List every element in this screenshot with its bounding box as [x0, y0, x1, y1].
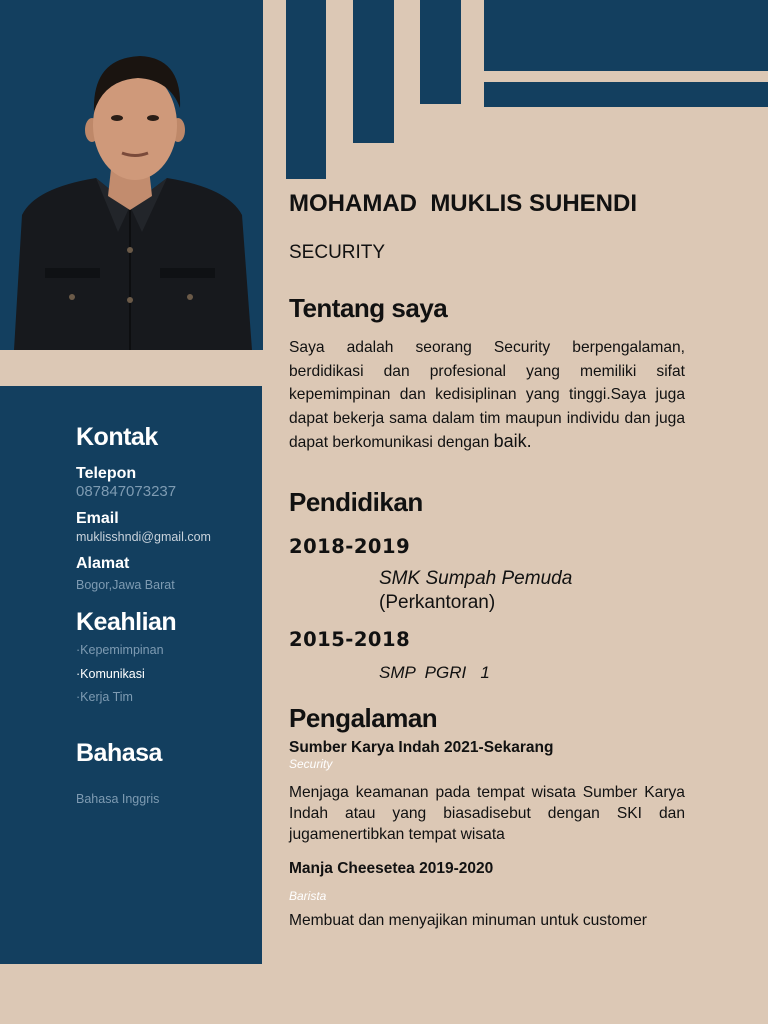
- phone-label: Telepon: [76, 465, 137, 482]
- profile-photo: [0, 0, 263, 350]
- edu-detail: (Perkantoran): [379, 592, 496, 613]
- job-title: Manja Cheesetea 2019-2020: [289, 860, 494, 877]
- contact-heading: Kontak: [76, 423, 158, 451]
- job-role: Security: [289, 757, 333, 771]
- language-value: Bahasa Inggris: [76, 792, 160, 806]
- edu-school: SMK Sumpah Pemuda: [379, 568, 573, 589]
- decor-block: [420, 0, 461, 104]
- job-description: Membuat dan menyajikan minuman untuk customer: [289, 912, 647, 929]
- job-role: SECURITY: [289, 242, 386, 263]
- full-name: MOHAMAD MUKLIS SUHENDI: [289, 190, 637, 217]
- edu-years: 2018-2019: [289, 535, 411, 558]
- person-illustration: [0, 0, 263, 350]
- skills-heading: Keahlian: [76, 608, 177, 636]
- sidebar: [0, 386, 262, 964]
- email-value: muklisshndi@gmail.com: [76, 530, 211, 544]
- address-label: Alamat: [76, 555, 130, 572]
- job-description: Menjaga keamanan pada tempat wisata Sumber Karya Indah atau yang biasadisebut dengan SKI dan jugamenertibkan tempat wisata: [289, 784, 685, 843]
- decor-block: [484, 0, 768, 71]
- address-value: Bogor,Jawa Barat: [76, 578, 175, 592]
- decor-block: [286, 0, 326, 179]
- job-title: Sumber Karya Indah 2021-Sekarang: [289, 739, 554, 756]
- skill-item: ·Komunikasi: [76, 667, 145, 681]
- decor-block: [484, 82, 768, 107]
- education-heading: Pendidikan: [289, 487, 423, 517]
- language-heading: Bahasa: [76, 739, 162, 767]
- about-heading: Tentang saya: [289, 293, 448, 323]
- edu-school: SMP PGRI 1: [379, 663, 490, 682]
- phone-value: 087847073237: [76, 483, 177, 500]
- about-end: baik.: [493, 431, 532, 451]
- experience-heading: Pengalaman: [289, 703, 438, 733]
- edu-years: 2015-2018: [289, 628, 411, 651]
- skill-item: ·Kepemimpinan: [76, 643, 164, 657]
- job-role: Barista: [289, 889, 327, 903]
- skill-item: ·Kerja Tim: [76, 690, 133, 704]
- email-label: Email: [76, 510, 119, 527]
- about-text: [289, 336, 685, 455]
- about-body: Saya adalah seorang Security berpengalaman, berdidikasi dan profesional yang memiliki sifat kepemimpinan dan kedisiplinan yang tinggi.Saya juga dapat bekerja sama dalam tim maupun individu dan juga dapat berkomunikasi dengan: [289, 339, 685, 451]
- decor-block: [353, 0, 394, 143]
